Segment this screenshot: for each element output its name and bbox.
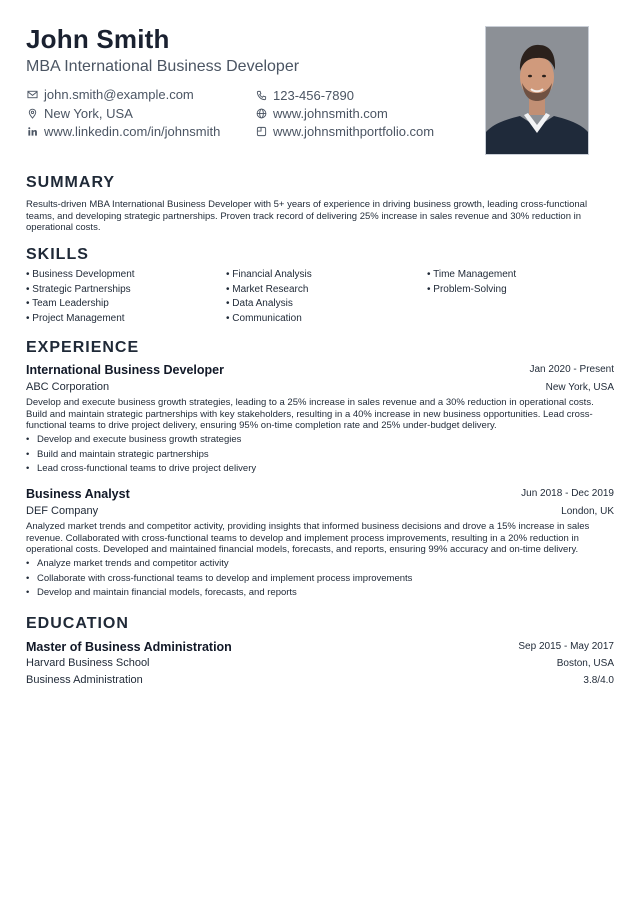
- list-item: • Lead cross-functional teams to drive project delivery: [26, 463, 616, 478]
- job-location: New York, USA: [545, 382, 614, 393]
- phone-icon: [255, 90, 267, 102]
- skill-item: • Market Research: [226, 283, 309, 295]
- phone-text: 123-456-7890: [273, 88, 354, 103]
- job-company: DEF Company: [26, 505, 99, 517]
- list-item: • Develop and execute business growth strategies: [26, 434, 616, 449]
- map-pin-icon: [26, 108, 38, 120]
- education-heading: EDUCATION: [26, 615, 129, 632]
- portfolio-text: www.johnsmithportfolio.com: [273, 124, 435, 139]
- skills-heading: SKILLS: [26, 246, 89, 263]
- website-text: www.johnsmith.com: [273, 106, 388, 121]
- list-item: • Collaborate with cross-functional teams to develop and implement process improvements: [26, 573, 616, 588]
- contact-linkedin[interactable]: [26, 124, 220, 139]
- gpa: 3.8/4.0: [583, 675, 614, 686]
- job-title: International Business Developer: [26, 363, 224, 377]
- job-location: London, UK: [561, 506, 614, 517]
- skill-item: • Problem-Solving: [427, 283, 507, 295]
- skill-item: • Team Leadership: [26, 298, 109, 309]
- education-location: Boston, USA: [556, 658, 614, 669]
- job-company: ABC Corporation: [26, 381, 110, 393]
- skill-item: • Strategic Partnerships: [26, 283, 131, 295]
- list-item: • Build and maintain strategic partnerships: [26, 449, 616, 464]
- job-dates: Jun 2018 - Dec 2019: [521, 488, 614, 499]
- candidate-name: John Smith: [26, 24, 170, 54]
- contact-phone[interactable]: [255, 88, 354, 103]
- contact-website[interactable]: [255, 106, 388, 121]
- degree: Master of Business Administration: [26, 640, 232, 654]
- job-dates: Jan 2020 - Present: [529, 364, 614, 375]
- experience-heading: EXPERIENCE: [26, 339, 140, 356]
- job-bullets: [26, 558, 616, 602]
- summary-heading: SUMMARY: [26, 174, 116, 191]
- skill-item: • Communication: [226, 312, 302, 324]
- globe-icon: [255, 108, 267, 120]
- location-text: New York, USA: [44, 106, 133, 121]
- skill-item: • Data Analysis: [226, 298, 293, 309]
- job-bullets: [26, 434, 616, 478]
- school: Harvard Business School: [26, 657, 150, 669]
- mail-icon: [26, 89, 38, 101]
- contact-location: [26, 106, 133, 121]
- skill-item: • Financial Analysis: [226, 269, 312, 280]
- summary-text: Results-driven MBA International Business Developer with 5+ years of experience in driving business growth, leading cross-functional teams, and developing strategic partnerships. Proven track record of delivering 25% increase in sales revenue and 30% reduction in operational costs.: [26, 199, 588, 233]
- education-dates: Sep 2015 - May 2017: [518, 641, 614, 652]
- skill-item: • Business Development: [26, 269, 135, 280]
- contact-email[interactable]: [26, 87, 194, 102]
- portfolio-icon: [255, 126, 267, 138]
- skill-item: • Time Management: [427, 269, 517, 280]
- field-of-study: Business Administration: [26, 674, 143, 686]
- email-text: john.smith@example.com: [44, 87, 194, 102]
- job-title: Business Analyst: [26, 487, 130, 501]
- skill-item: • Project Management: [26, 312, 125, 324]
- job-description: Develop and execute business growth strategies, leading to a 25% increase in sales revenue and a 30% reduction in operational costs. Build and maintain strategic partnerships with key stakeholders, resulting in a 40% increase in new business opportunities. Lead cross-functional teams to drive project delivery, ensuring 95% on-time completion rate and 25% under-budget delivery.: [26, 397, 594, 431]
- job-description: Analyzed market trends and competitor activity, providing insights that informed business decisions and drove a 15% increase in sales revenue. Collaborated with cross-functional teams to develop and implement process improvements, resulting in a 20% reduction in operational costs. Developed and maintained financial models, forecasts, and reports, ensuring 99% accuracy and on-time delivery.: [26, 521, 590, 555]
- candidate-title: MBA International Business Developer: [26, 58, 300, 75]
- profile-photo: [485, 26, 589, 155]
- linkedin-text: www.linkedin.com/in/johnsmith: [44, 124, 221, 139]
- linkedin-icon: [26, 126, 38, 138]
- list-item: • Develop and maintain financial models, forecasts, and reports: [26, 587, 616, 602]
- contact-portfolio[interactable]: [255, 124, 434, 139]
- list-item: • Analyze market trends and competitor activity: [26, 558, 616, 573]
